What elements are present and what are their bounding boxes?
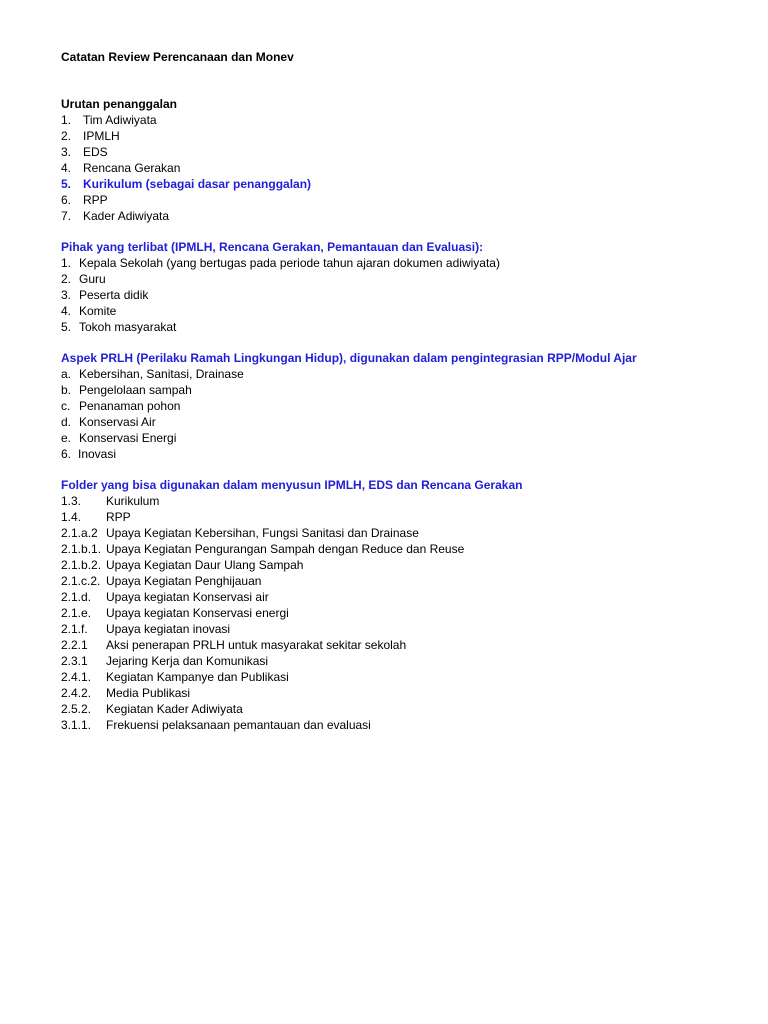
list-item-number: a. [61,367,72,381]
list-item-number: 2.4.2. [61,686,92,700]
list-item-text: Upaya kegiatan Konservasi air [106,590,269,604]
list-item [61,509,131,525]
list-item [61,621,230,637]
list-item-number: 7. [61,209,72,223]
list-item [61,319,176,335]
list-item-number: 4. [61,304,72,318]
list-item-text: Kegiatan Kampanye dan Publikasi [106,670,289,684]
list-item-number: 2.1.c.2. [61,574,101,588]
list-item-text: Guru [79,272,106,286]
list-item [61,685,190,701]
list-item-number: 3. [61,288,72,302]
list-item [61,637,406,653]
list-item-text: Inovasi [78,447,117,461]
list-item [61,303,116,319]
list-item-text: Upaya Kegiatan Kebersihan, Fungsi Sanitasi dan Drainase [106,526,419,540]
list-item [61,430,176,446]
list-item [61,557,303,573]
list-item-text: IPMLH [83,129,120,143]
list-item-number: 2.5.2. [61,702,92,716]
list-item [61,398,180,414]
list-item-number: c. [61,399,71,413]
section1-heading: Urutan penanggalan [61,97,178,111]
list-item-number: 2.3.1 [61,654,88,668]
list-item-number: 2. [61,272,72,286]
list-item-number: 2.1.a.2 [61,526,98,540]
list-item-number: 3.1.1. [61,718,92,732]
list-item [61,669,289,685]
list-item-number: 2.2.1 [61,638,88,652]
list-item-text: Konservasi Energi [79,431,177,445]
list-item [61,701,243,717]
list-item-text: Upaya kegiatan inovasi [106,622,231,636]
list-item [61,653,268,669]
list-item-number: 1.3. [61,494,82,508]
list-item-number: 5. [61,177,72,191]
list-item-text: Kepala Sekolah (yang bertugas pada periode tahun ajaran dokumen adiwiyata) [79,256,500,270]
list-item-text: Kegiatan Kader Adiwiyata [106,702,243,716]
list-item-number: 4. [61,161,72,175]
list-item-text: Upaya Kegiatan Pengurangan Sampah dengan Reduce dan Reuse [106,542,465,556]
list-item-text: Aksi penerapan PRLH untuk masyarakat sekitar sekolah [106,638,407,652]
list-item-text: Penanaman pohon [79,399,181,413]
list-item-text: Upaya Kegiatan Daur Ulang Sampah [106,558,304,572]
list-item-number: 6. [61,447,72,461]
section3-heading: Aspek PRLH (Perilaku Ramah Lingkungan Hidup), digunakan dalam pengintegrasian RPP/Modul Ajar [61,351,637,365]
list-item-text: Kurikulum (sebagai dasar penanggalan) [83,177,312,191]
list-item [61,446,116,462]
list-item-text: RPP [106,510,131,524]
list-item [61,271,106,287]
list-item-text: Media Publikasi [106,686,191,700]
list-item-text: Upaya kegiatan Konservasi energi [106,606,289,620]
list-item-number: e. [61,431,72,445]
list-item-text: RPP [83,193,108,207]
list-item-text: Jejaring Kerja dan Komunikasi [106,654,269,668]
list-item-highlighted [61,176,311,192]
list-item-text: Kurikulum [106,494,160,508]
list-item-text: Konservasi Air [79,415,156,429]
list-item [61,255,500,271]
list-item [61,525,419,541]
list-item-text: Frekuensi pelaksanaan pemantauan dan evaluasi [106,718,371,732]
list-item [61,208,169,224]
list-item-text: Kader Adiwiyata [83,209,170,223]
list-item [61,605,289,621]
list-item-number: 3. [61,145,72,159]
list-item-number: 1.4. [61,510,82,524]
list-item-text: Kebersihan, Sanitasi, Drainase [79,367,244,381]
list-item [61,493,159,509]
list-item-number: 2.4.1. [61,670,92,684]
list-item-text: Tim Adiwiyata [83,113,157,127]
list-item-number: b. [61,383,72,397]
list-item [61,144,108,160]
list-item-text: Tokoh masyarakat [79,320,177,334]
list-item [61,589,269,605]
list-item [61,366,244,382]
list-item-text: Peserta didik [79,288,149,302]
list-item-number: 2.1.b.1. [61,542,102,556]
list-item [61,573,261,589]
list-item-number: 2.1.f. [61,622,88,636]
list-item-number: 1. [61,113,72,127]
list-item [61,382,192,398]
section2-heading: Pihak yang terlibat (IPMLH, Rencana Gerakan, Pemantauan dan Evaluasi): [61,240,484,254]
list-item [61,541,464,557]
list-item-number: 5. [61,320,72,334]
list-item-number: d. [61,415,72,429]
list-item-number: 2. [61,129,72,143]
section4-heading: Folder yang bisa digunakan dalam menyusun IPMLH, EDS dan Rencana Gerakan [61,478,523,492]
list-item-text: Komite [79,304,117,318]
list-item-number: 2.1.e. [61,606,92,620]
list-item [61,287,148,303]
list-item [61,414,156,430]
list-item-text: EDS [83,145,108,159]
list-item [61,160,180,176]
list-item-number: 2.1.d. [61,590,92,604]
list-item [61,192,108,208]
list-item [61,112,157,128]
list-item-text: Rencana Gerakan [83,161,181,175]
list-item-text: Upaya Kegiatan Penghijauan [106,574,262,588]
list-item-number: 2.1.b.2. [61,558,102,572]
list-item [61,128,120,144]
list-item-number: 6. [61,193,72,207]
list-item-number: 1. [61,256,72,270]
document-title: Catatan Review Perencanaan dan Monev [61,50,294,64]
list-item-text: Pengelolaan sampah [79,383,192,397]
list-item [61,717,371,733]
